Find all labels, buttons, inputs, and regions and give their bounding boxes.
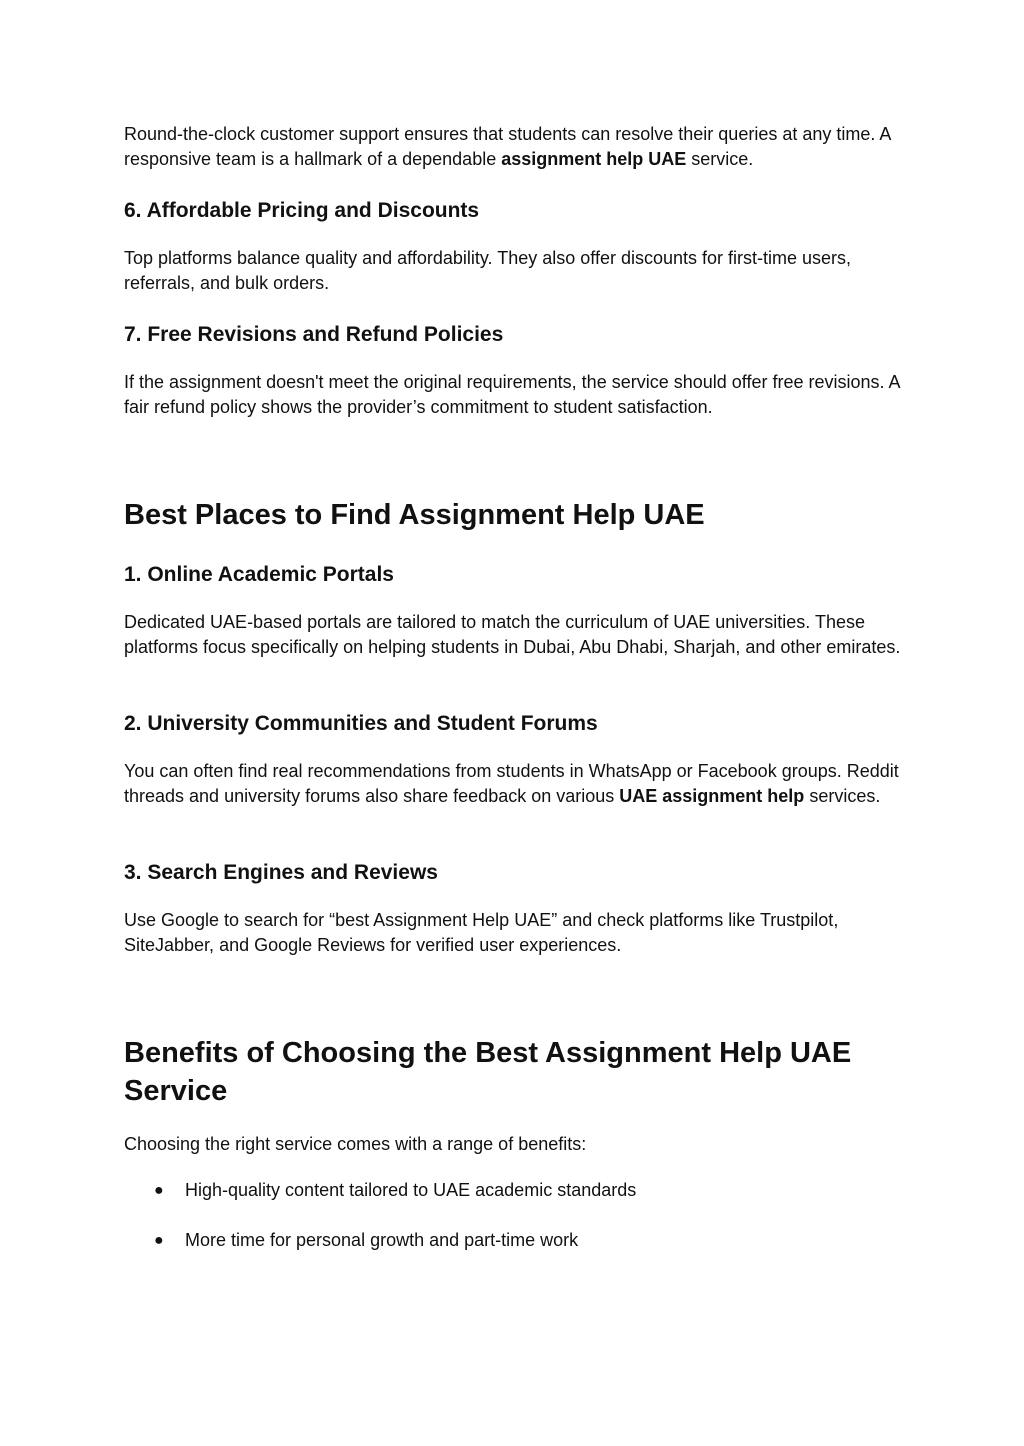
benefits-list-item-text: High-quality content tailored to UAE academic standards [185, 1180, 637, 1200]
places-item3-body: Use Google to search for “best Assignment Help UAE” and check platforms like Trustpilot, SiteJabber, and Google Reviews for verified user experiences. [124, 910, 839, 955]
places-item2-text-a: You can often find real recommendations from students in WhatsApp or Facebook groups. Reddit threads and university forums also share feedback on various [124, 761, 899, 806]
places-item2-body [124, 759, 914, 809]
section6-body: Top platforms balance quality and affordability. They also offer discounts for first-time users, referrals, and bulk orders. [124, 248, 852, 293]
intro-text-b: service. [686, 149, 754, 169]
bullet-icon: ● [154, 1182, 164, 1199]
benefits-heading: Benefits of Choosing the Best Assignment Help UAE Service [124, 1037, 852, 1107]
intro-text-a: Round-the-clock customer support ensures that students can resolve their queries at any time. A responsive team is a hallmark of a dependable [124, 124, 891, 169]
places-item2-text-b: services. [804, 786, 881, 806]
intro-paragraph [124, 122, 914, 172]
places-item3-heading: 3. Search Engines and Reviews [124, 861, 438, 884]
section7-heading: 7. Free Revisions and Refund Policies [124, 323, 504, 346]
benefits-intro: Choosing the right service comes with a range of benefits: [124, 1134, 587, 1154]
bullet-icon: ● [154, 1232, 164, 1249]
places-heading: Best Places to Find Assignment Help UAE [124, 499, 705, 531]
places-item2-bold-keyword: UAE assignment help [619, 786, 805, 806]
intro-bold-keyword: assignment help UAE [501, 149, 687, 169]
section6-heading: 6. Affordable Pricing and Discounts [124, 199, 480, 222]
places-item2-heading: 2. University Communities and Student Forums [124, 712, 598, 735]
places-item1-body: Dedicated UAE-based portals are tailored to match the curriculum of UAE universities. These platforms focus specifically on helping students in Dubai, Abu Dhabi, Sharjah, and other emirates. [124, 612, 901, 657]
section7-body: If the assignment doesn't meet the original requirements, the service should offer free revisions. A fair refund policy shows the provider’s commitment to student satisfaction. [124, 372, 900, 417]
places-item1-heading: 1. Online Academic Portals [124, 563, 394, 586]
benefits-list-item-text: More time for personal growth and part-time work [185, 1230, 579, 1250]
